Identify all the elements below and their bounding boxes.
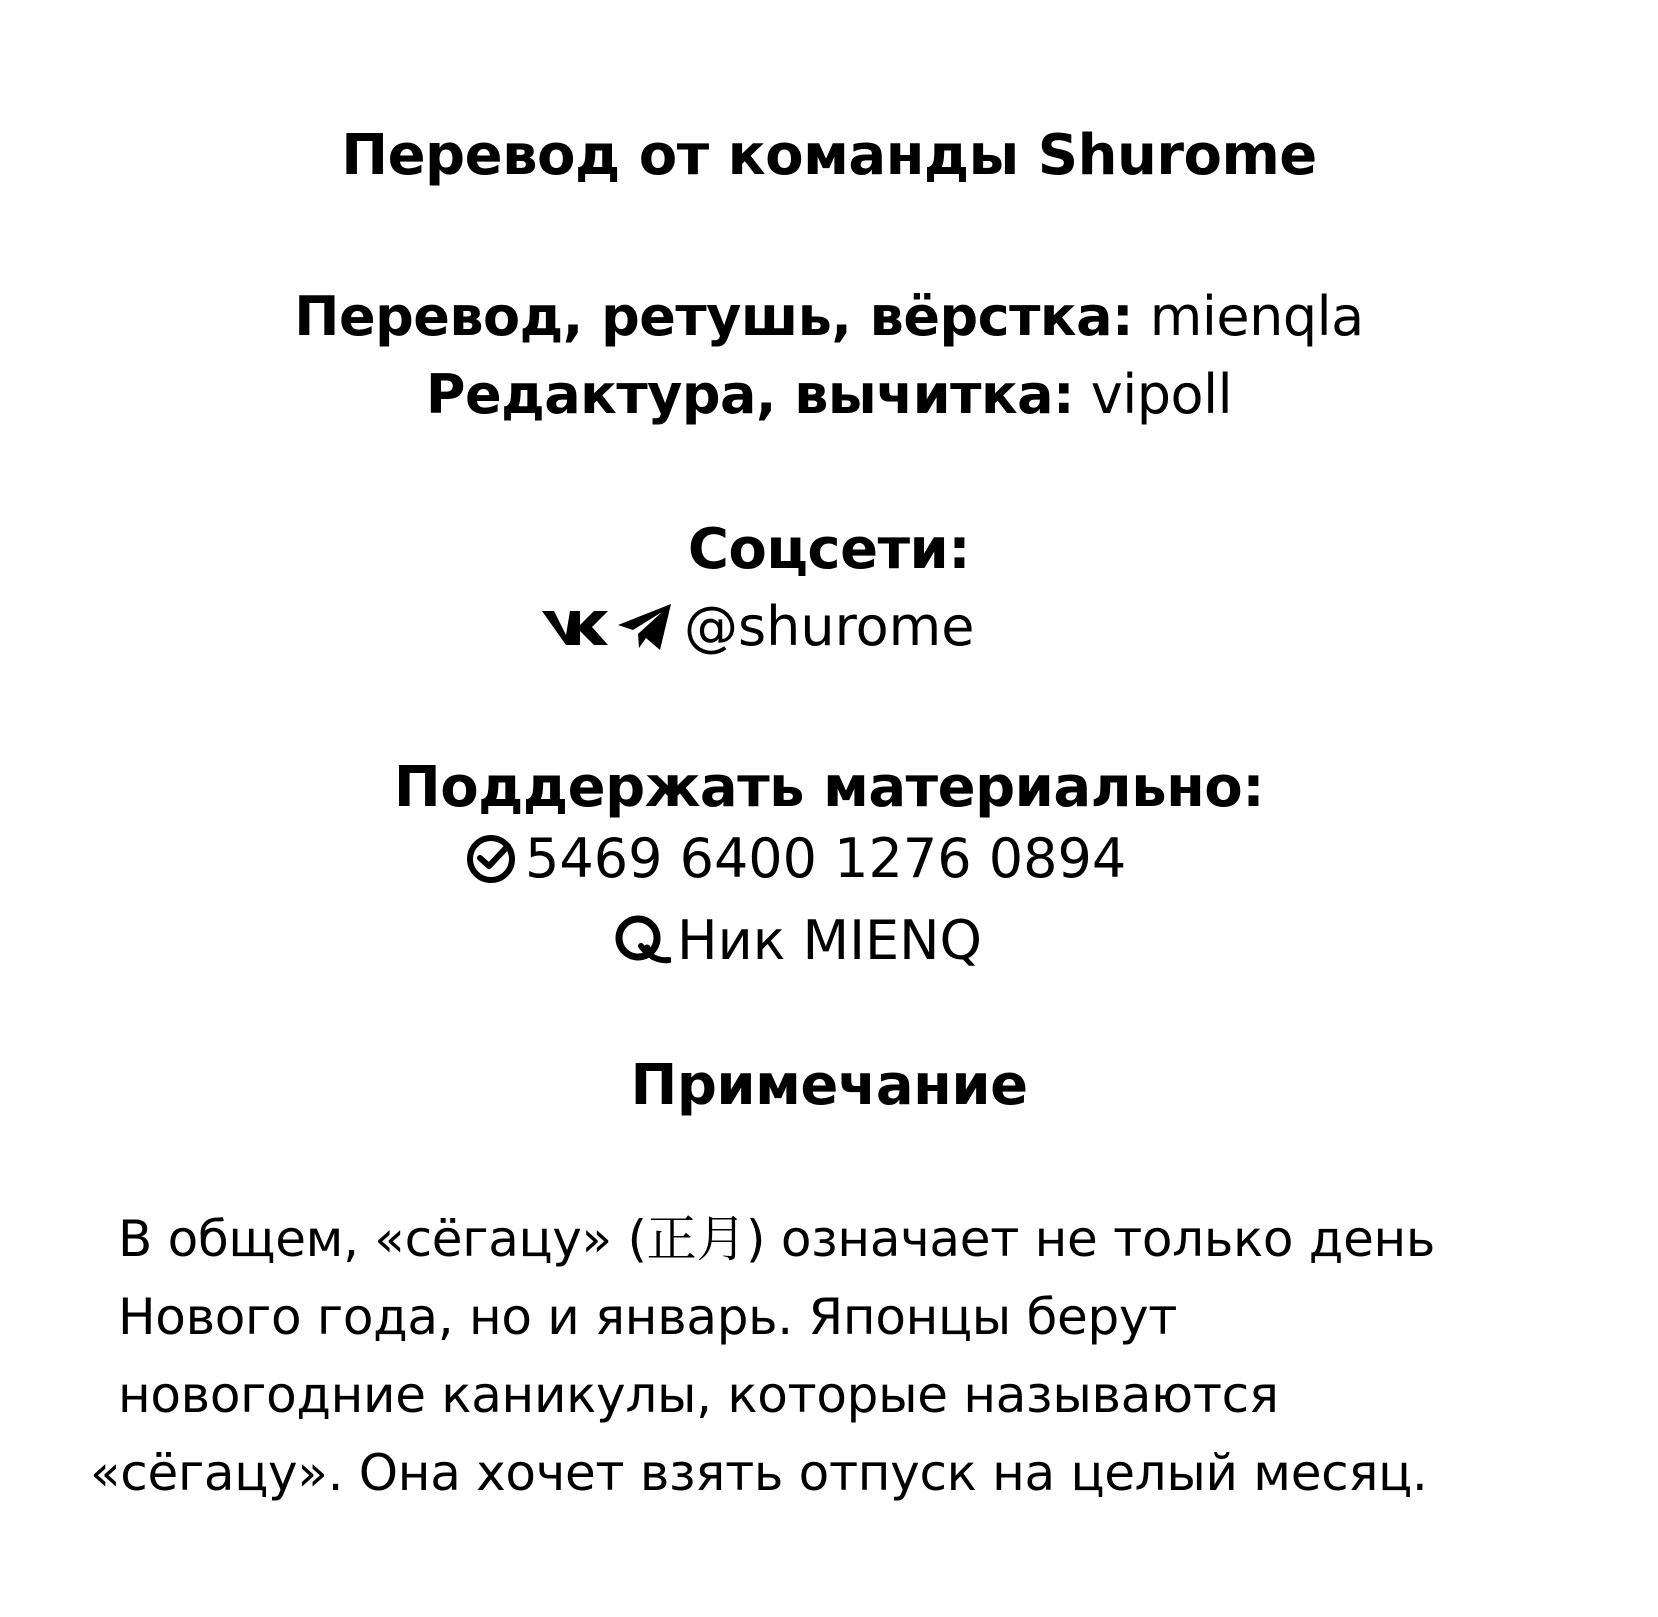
social-heading: Соцсети: (687, 517, 971, 582)
team-name: Shurome (1037, 123, 1317, 188)
title-prefix: Перевод от команды (341, 123, 1038, 188)
credit-translation (0, 285, 1658, 348)
note-heading: Примечание (630, 1053, 1028, 1118)
telegram-icon (616, 601, 674, 653)
page-title (0, 123, 1658, 188)
credit-role: Перевод, ретушь, вёрстка: (294, 285, 1134, 348)
note-line: «сёгацу». Она хочет взять отпуск на целый месяц. (90, 1444, 1428, 1502)
note-line: В общем, «сёгацу» (正月) означает не только день (118, 1210, 1436, 1268)
card-row (465, 827, 1127, 890)
credit-editing (0, 363, 1658, 426)
social-row (540, 595, 975, 658)
credit-name: vipoll (1074, 363, 1233, 426)
social-handle: @shurome (684, 595, 975, 658)
credit-role: Редактура, вычитка: (425, 363, 1075, 426)
support-heading: Поддержать материально: (393, 755, 1265, 820)
vk-icon (540, 607, 610, 647)
note-line: Нового года, но и январь. Японцы берут (118, 1288, 1178, 1346)
note-text (90, 1200, 1590, 1512)
qiwi-nick: Ник MIENQ (677, 909, 983, 972)
sber-icon (465, 833, 517, 885)
note-line: новогодние каникулы, которые называются (118, 1366, 1279, 1424)
card-number: 5469 6400 1276 0894 (525, 827, 1127, 890)
qiwi-icon (613, 912, 671, 970)
qiwi-row (613, 909, 983, 972)
credit-name: mienqla (1133, 285, 1364, 348)
